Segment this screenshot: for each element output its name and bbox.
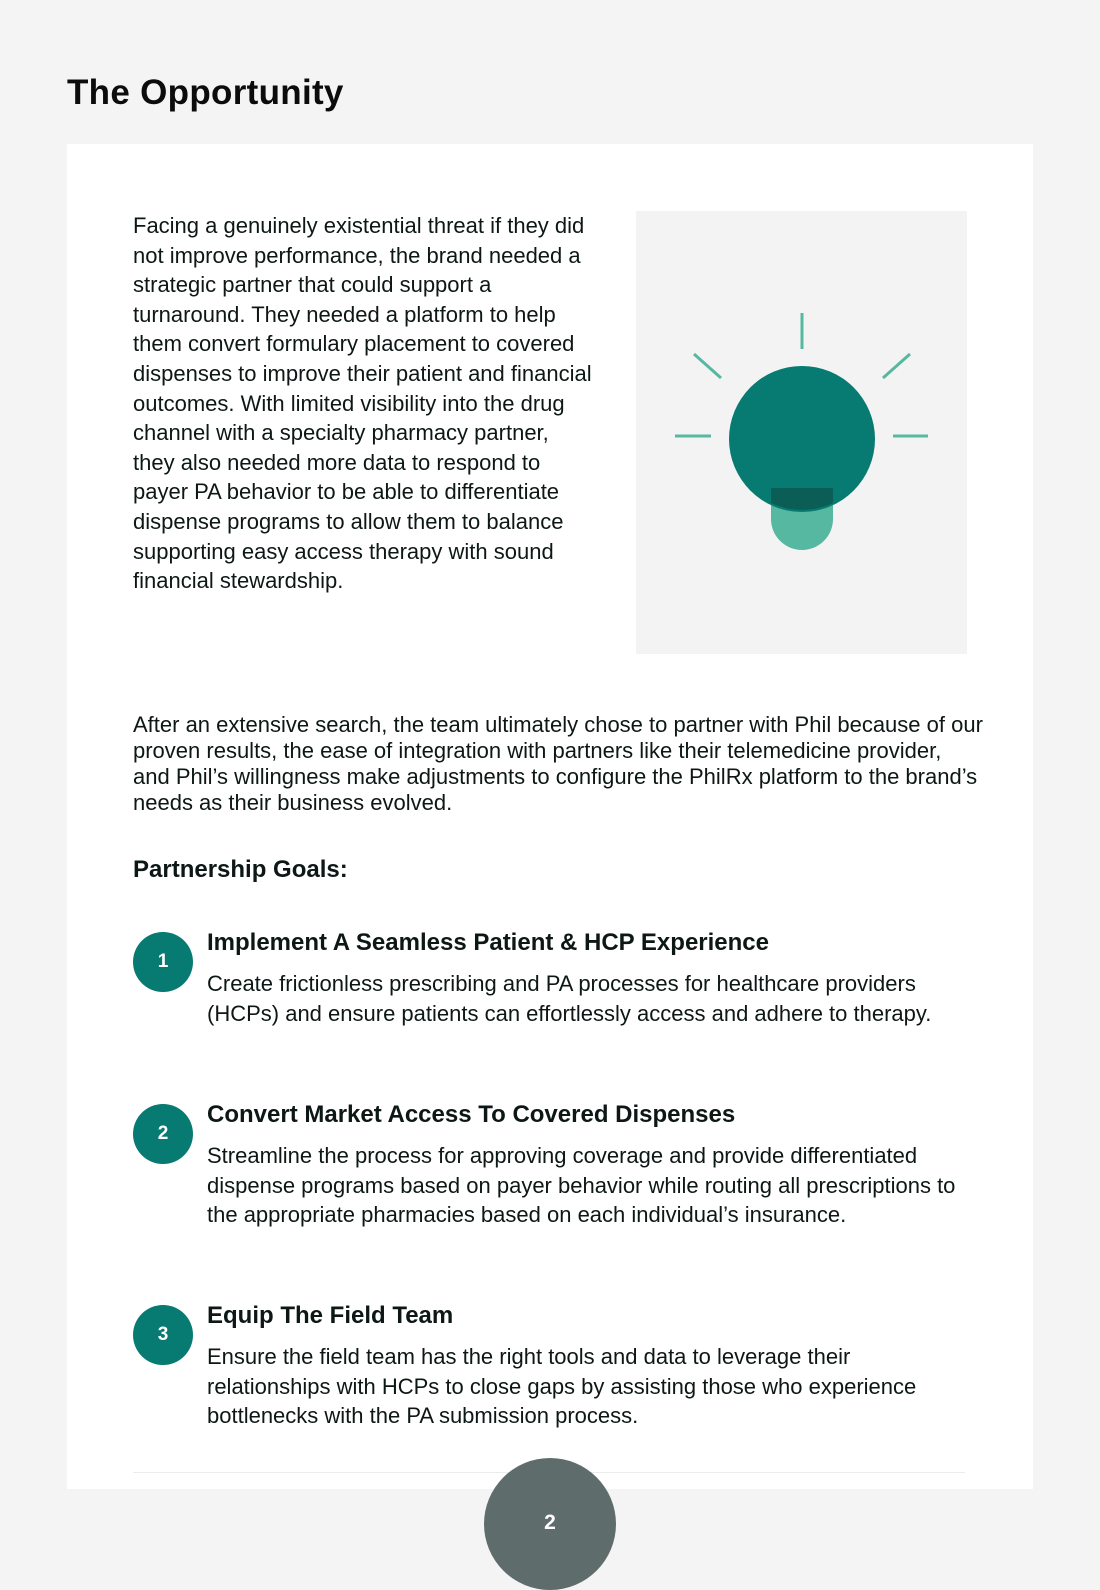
search-paragraph: After an extensive search, the team ultimately chose to partner with Phil because of our proven results, the ease of integration with partners like their telemedicine provider, and Phil’s willingness make adjustments to configure the PhilRx platform to the brand’s needs as their business evolved. bbox=[133, 712, 983, 815]
intro-paragraph: Facing a genuinely existential threat if they did not improve performance, the brand needed a strategic partner that could support a turnaround. They needed a platform to help them convert formulary placement to covered dispenses to improve their patient and financial outcomes. With limited visibility into the drug channel with a specialty pharmacy partner, they also needed more data to respond to payer PA behavior to be able to differentiate dispense programs to allow them to balance supporting easy access therapy with sound financial stewardship. bbox=[133, 213, 592, 594]
goal-title: Convert Market Access To Covered Dispenses bbox=[207, 1101, 736, 1128]
ray-top-left bbox=[694, 354, 721, 378]
goal-description: Streamline the process for approving coverage and provide differentiated dispense programs based on payer behavior while routing all prescriptions to the appropriate pharmacies based on each individual’s insurance. bbox=[207, 1143, 956, 1228]
goal-description: Ensure the field team has the right tools and data to leverage their relationships with HCPs to close gaps by assisting those who experience bottlenecks with the PA submission process. bbox=[207, 1344, 917, 1429]
goal-title: Equip The Field Team bbox=[207, 1302, 454, 1329]
goal-number-badge: 1 bbox=[133, 932, 193, 992]
goal-number-badge: 2 bbox=[133, 1104, 193, 1164]
lightbulb-icon bbox=[636, 211, 967, 654]
lightbulb-illustration bbox=[636, 211, 967, 654]
ray-top-right bbox=[883, 354, 910, 378]
goal-description: Create frictionless prescribing and PA processes for healthcare providers (HCPs) and ensure patients can effortlessly access and adhere to therapy. bbox=[207, 971, 932, 1026]
content-card bbox=[67, 144, 1033, 1489]
page-number-badge: 2 bbox=[484, 1458, 616, 1590]
goal-number-badge: 3 bbox=[133, 1305, 193, 1365]
partnership-goals-heading: Partnership Goals: bbox=[133, 856, 348, 883]
goal-title: Implement A Seamless Patient & HCP Experience bbox=[207, 929, 769, 956]
page-title: The Opportunity bbox=[67, 73, 344, 113]
